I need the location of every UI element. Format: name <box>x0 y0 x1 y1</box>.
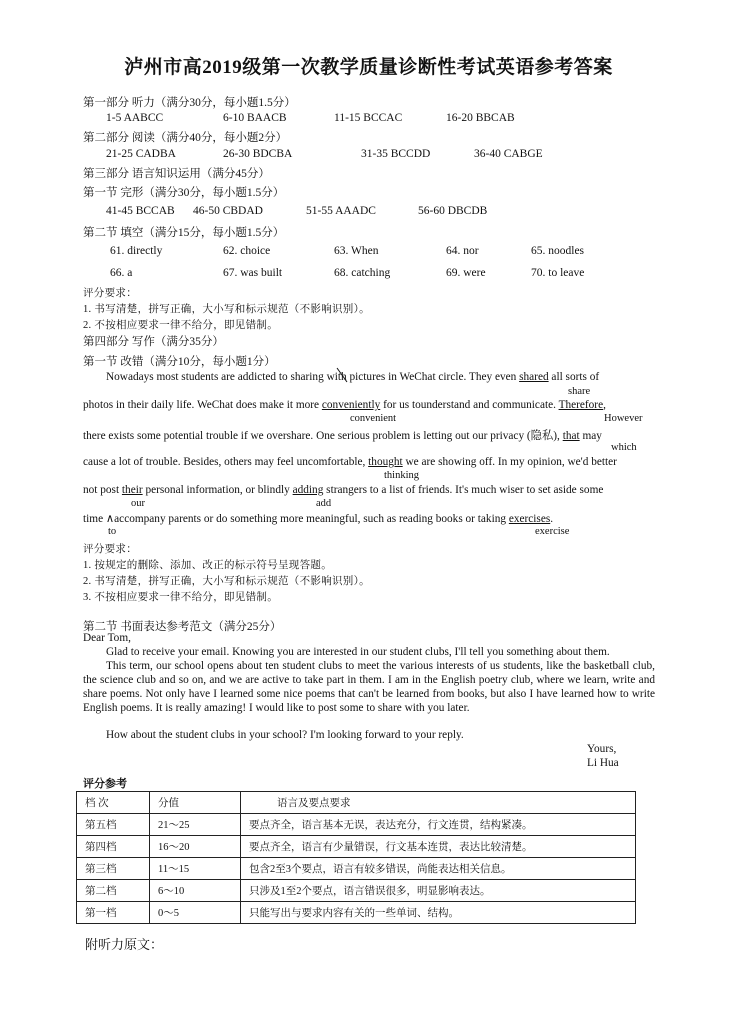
blank-answer: 67. was built <box>223 267 283 279</box>
requirement-item: 1. 按规定的删除、添加、改正的标示符号呈现答题。 <box>83 560 332 571</box>
table-header-cell: 语言及要点要求 <box>241 792 636 814</box>
part3-section1-heading: 第一节 完形（满分30分，每小题1.5分） <box>83 187 285 199</box>
table-cell: 0～5 <box>150 902 241 924</box>
answer-group: 21-25 CADBA <box>106 148 176 160</box>
part4-heading: 第四部分 写作（满分35分） <box>83 336 224 348</box>
scoring-table <box>76 791 636 924</box>
answer-group: 1-5 AABCC <box>106 112 164 124</box>
appendix-heading: 附听力原文： <box>85 938 164 953</box>
requirement-item: 3. 不按相应要求一律不给分，即见错制。 <box>83 592 278 603</box>
table-cell: 第二档 <box>77 880 150 902</box>
table-cell: 16～20 <box>150 836 241 858</box>
table-header-row <box>77 792 636 814</box>
table-header-cell: 档 次 <box>77 792 150 814</box>
correction-word: exercise <box>535 526 570 537</box>
correction-word: our <box>131 498 145 509</box>
table-row <box>77 880 636 902</box>
correction-word: to <box>108 526 117 537</box>
deleted-word: with <box>327 371 347 383</box>
table-header-cell: 分值 <box>150 792 241 814</box>
blank-answer: 61. directly <box>110 245 163 257</box>
answer-group: 41-45 BCCAB <box>106 205 175 217</box>
passage-line: Nowadays most students are addicted to sharing with pictures in WeChat circle. They even shared all sorts of <box>83 371 655 383</box>
table-cell: 只涉及1至2个要点，语言错误很多，明显影响表达。 <box>241 880 636 902</box>
part3-section2-heading: 第二节 填空（满分15分，每小题1.5分） <box>83 227 285 239</box>
blank-answer: 64. nor <box>446 245 479 257</box>
correction-word: However <box>604 413 643 424</box>
passage-line: not post their personal information, or blindly adding strangers to a list of friends. It's much wiser to set aside some <box>83 484 604 496</box>
requirement-item: 2. 书写清楚，拼写正确，大小写和标示规范（不影响识别）。 <box>83 576 370 587</box>
part3-heading: 第三部分 语言知识运用（满分45分） <box>83 168 270 180</box>
answer-group: 11-15 BCCAC <box>334 112 403 124</box>
table-cell: 第一档 <box>77 902 150 924</box>
table-cell: 21～25 <box>150 814 241 836</box>
table-cell: 第三档 <box>77 858 150 880</box>
correction-word: which <box>611 442 637 453</box>
blank-answer: 62. choice <box>223 245 271 257</box>
letter-paragraph: Glad to receive your email. Knowing you are interested in our student clubs, I'll tell you something about them. <box>106 646 610 658</box>
delete-mark-icon <box>335 367 349 383</box>
letter-paragraph: How about the student clubs in your school? I'm looking forward to your reply. <box>106 729 464 741</box>
table-cell: 要点齐全，语言有少量错误，行文基本连贯，表达比较清楚。 <box>241 836 636 858</box>
blank-answer: 63. When <box>334 245 379 257</box>
letter-closing: Yours, <box>587 743 617 755</box>
passage-line: photos in their daily life. WeChat does make it more conveniently for us tounderstand and communicate. Therefore, <box>83 399 606 411</box>
correction-word: add <box>316 498 332 509</box>
table-row <box>77 858 636 880</box>
part1-heading: 第一部分 听力（满分30分，每小题1.5分） <box>83 97 296 109</box>
page-title: 泸州市高2019级第一次教学质量诊断性考试英语参考答案 <box>124 57 613 78</box>
letter-greeting: Dear Tom, <box>83 632 131 644</box>
correction-word: convenient <box>350 413 397 424</box>
passage-line: time ∧accompany parents or do something more meaningful, such as reading books or taking exercises. <box>83 513 554 525</box>
blank-answer: 69. were <box>446 267 486 279</box>
table-row <box>77 814 636 836</box>
answer-group: 46-50 CBDAD <box>193 205 263 217</box>
table-cell: 第四档 <box>77 836 150 858</box>
table-cell: 包含2至3个要点，语言有较多错误，尚能表达相关信息。 <box>241 858 636 880</box>
answer-group: 31-35 BCCDD <box>361 148 431 160</box>
table-row <box>77 836 636 858</box>
table-cell: 11～15 <box>150 858 241 880</box>
requirements-title: 评分要求： <box>83 544 137 555</box>
table-row <box>77 902 636 924</box>
correction-word: share <box>568 386 591 397</box>
blank-answer: 68. catching <box>334 267 391 279</box>
answer-group: 36-40 CABGE <box>474 148 543 160</box>
correction-word: thinking <box>384 470 420 481</box>
requirements-title: 评分要求： <box>83 288 137 299</box>
part4-section2-heading: 第二节 书面表达参考范文（满分25分） <box>83 621 282 633</box>
requirement-item: 2. 不按相应要求一律不给分，即见错制。 <box>83 320 278 331</box>
table-cell: 第五档 <box>77 814 150 836</box>
blank-answer: 66. a <box>110 267 133 279</box>
letter-paragraph: This term, our school opens about ten student clubs to meet the various interests of us students, like the basketball club, the science club and so on, and we are active to take part in them. I am in the English poetry club, where we learn, write and share poems. Not only have I learned some nice poems that can't be learned from books, but also I have learned how to write English poems. It is really amazing! I would like to post some to share with you later. <box>83 660 655 714</box>
table-cell: 6～10 <box>150 880 241 902</box>
answer-group: 56-60 DBCDB <box>418 205 488 217</box>
answer-group: 16-20 BBCAB <box>446 112 515 124</box>
score-reference-title: 评分参考 <box>83 778 127 790</box>
answer-group: 51-55 AAADC <box>306 205 376 217</box>
letter-signature: Li Hua <box>587 757 619 769</box>
part4-section1-heading: 第一节 改错（满分10分，每小题1分） <box>83 356 276 368</box>
answer-group: 6-10 BAACB <box>223 112 287 124</box>
blank-answer: 65. noodles <box>531 245 585 257</box>
blank-answer: 70. to leave <box>531 267 585 279</box>
part2-heading: 第二部分 阅读（满分40分，每小题2分） <box>83 132 288 144</box>
answer-group: 26-30 BDCBA <box>223 148 293 160</box>
requirement-item: 1. 书写清楚，拼写正确，大小写和标示规范（不影响识别）。 <box>83 304 370 315</box>
table-cell: 要点齐全，语言基本无误，表达充分，行文连贯，结构紧凑。 <box>241 814 636 836</box>
table-cell: 只能写出与要求内容有关的一些单词、结构。 <box>241 902 636 924</box>
passage-line: there exists some potential trouble if we overshare. One serious problem is letting out our privacy (隐私), that may <box>83 430 602 442</box>
passage-line: cause a lot of trouble. Besides, others may feel uncomfortable, thought we are showing off. In my opinion, we'd better <box>83 456 617 468</box>
